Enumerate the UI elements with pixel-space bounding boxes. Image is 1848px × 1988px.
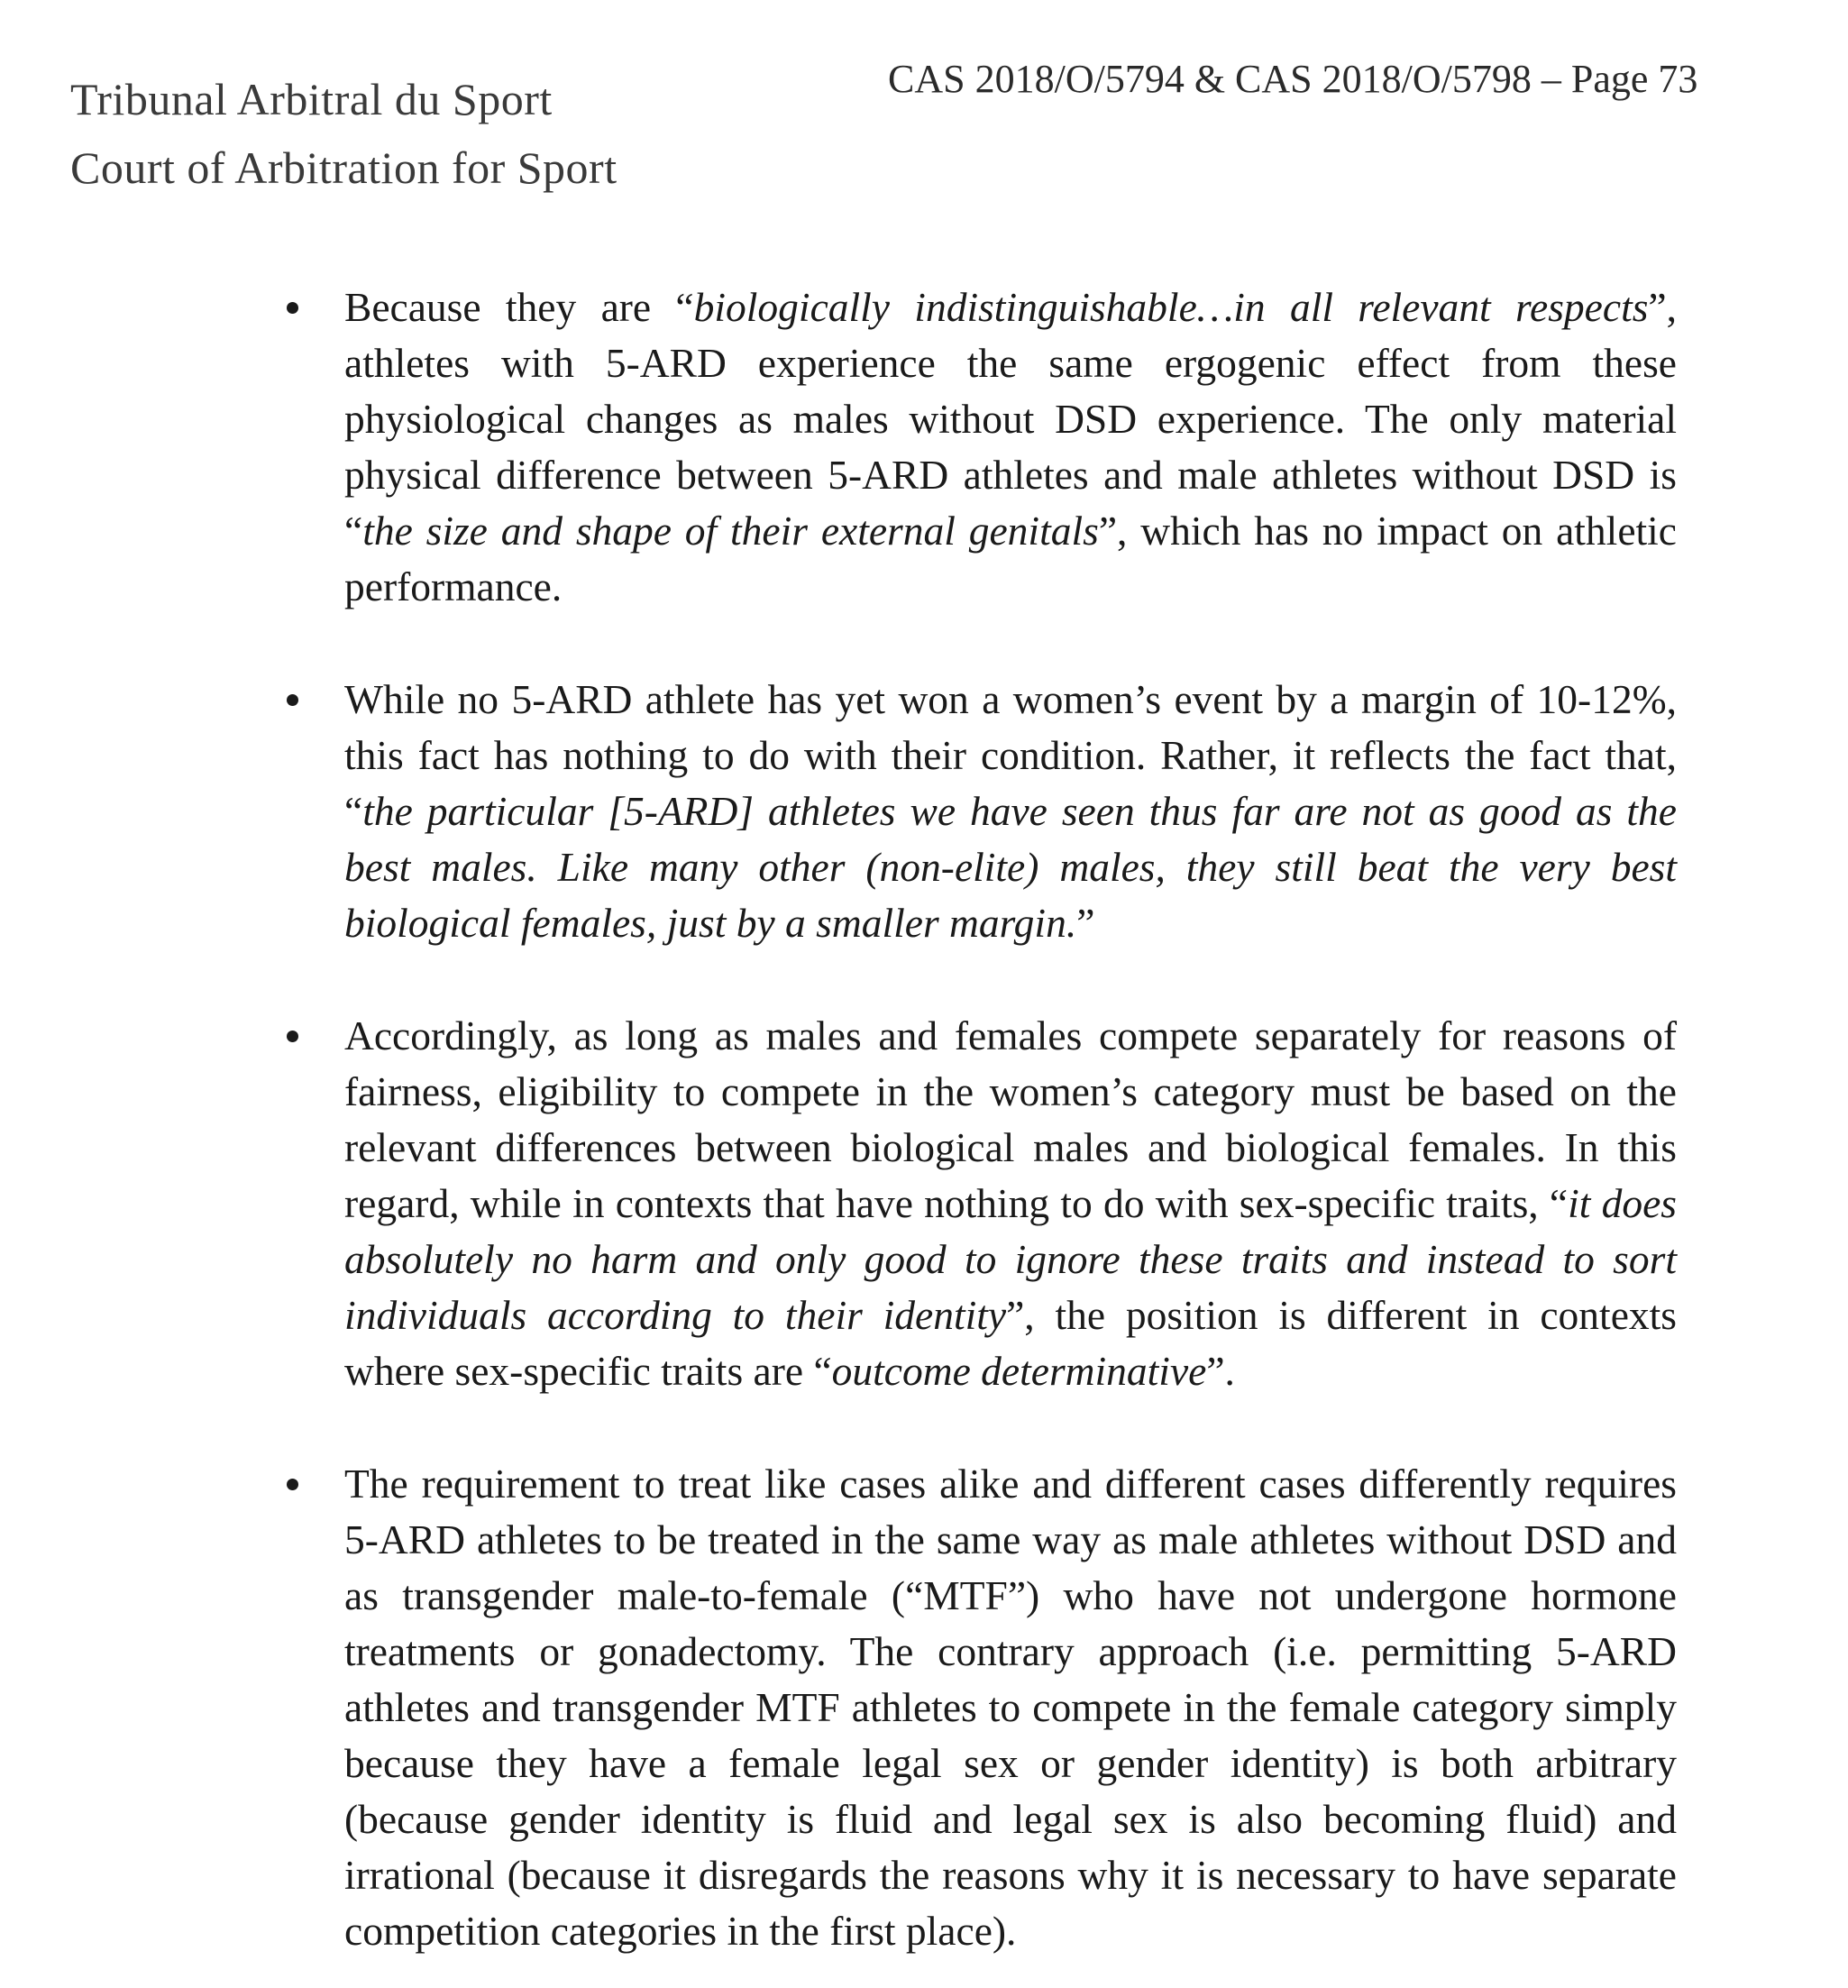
italic-quote: outcome determinative — [831, 1348, 1207, 1394]
bullet-text — [344, 676, 1677, 946]
bullet-dot-icon — [287, 1031, 298, 1042]
italic-quote: it does absolutely no harm and only good to ignore these traits and instead to sort individuals according to their identity — [344, 1180, 1677, 1338]
text-segment: ”, which has no impact on athletic performance. — [344, 508, 1677, 609]
text-segment: ”, athletes with 5-ARD experience the same ergogenic effect from these physiological changes as males without DSD experience. The only material physical difference between 5-ARD athletes and male athletes without DSD is “ — [344, 284, 1677, 554]
italic-quote: the size and shape of their external genitals — [362, 508, 1099, 554]
institution-name-block — [70, 65, 618, 202]
case-reference-page-number: CAS 2018/O/5794 & CAS 2018/O/5798 – Page 73 — [888, 57, 1698, 101]
bullet-dot-icon — [287, 694, 298, 706]
text-segment: ” — [1076, 900, 1095, 946]
institution-name-french: Tribunal Arbitral du Sport — [70, 74, 553, 124]
bullet-text — [344, 1461, 1677, 1954]
italic-quote: the particular [5-ARD] athletes we have seen thus far are not as good as the best males. Like many other (non-elite) males, they still beat the very best biological females, just by a smaller margin. — [344, 788, 1677, 946]
text-segment: ”. — [1206, 1348, 1235, 1394]
text-segment: Because they are “ — [344, 284, 694, 330]
bullet-text — [344, 284, 1677, 609]
bullet-text — [344, 1012, 1677, 1394]
bullet-item — [270, 279, 1677, 615]
text-segment: The requirement to treat like cases alike and different cases differently requires 5-ARD athletes to be treated in the same way as male athletes without DSD and as transgender male-to-female (“MTF”) who have not undergone hormone treatments or gonadectomy. The contrary approach (i.e. permitting 5-ARD athletes and transgender MTF athletes to compete in the female category simply because they have a female legal sex or gender identity) is both arbitrary (because gender identity is fluid and legal sex is also becoming fluid) and irrational (because it disregards the reasons why it is necessary to have separate competition categories in the first place). — [344, 1461, 1677, 1954]
italic-quote: biologically indistinguishable…in all relevant respects — [693, 284, 1649, 330]
bullet-item — [270, 672, 1677, 951]
institution-name-english: Court of Arbitration for Sport — [70, 142, 618, 193]
text-segment: ”, the position is different in contexts where sex-specific traits are “ — [344, 1292, 1677, 1394]
bullet-dot-icon — [287, 302, 298, 314]
bullet-item — [270, 1008, 1677, 1399]
bullet-item — [270, 1456, 1677, 1959]
bullet-dot-icon — [287, 1479, 298, 1490]
text-segment: Accordingly, as long as males and females compete separately for reasons of fairness, eligibility to compete in the women’s category must be based on the relevant differences between biological males and biological females. In this regard, while in contexts that have nothing to do with sex-specific traits, “ — [344, 1012, 1677, 1226]
text-segment: While no 5-ARD athlete has yet won a women’s event by a margin of 10-12%, this fact has nothing to do with their condition. Rather, it reflects the fact that, “ — [344, 676, 1677, 834]
bullet-list — [270, 279, 1677, 1959]
